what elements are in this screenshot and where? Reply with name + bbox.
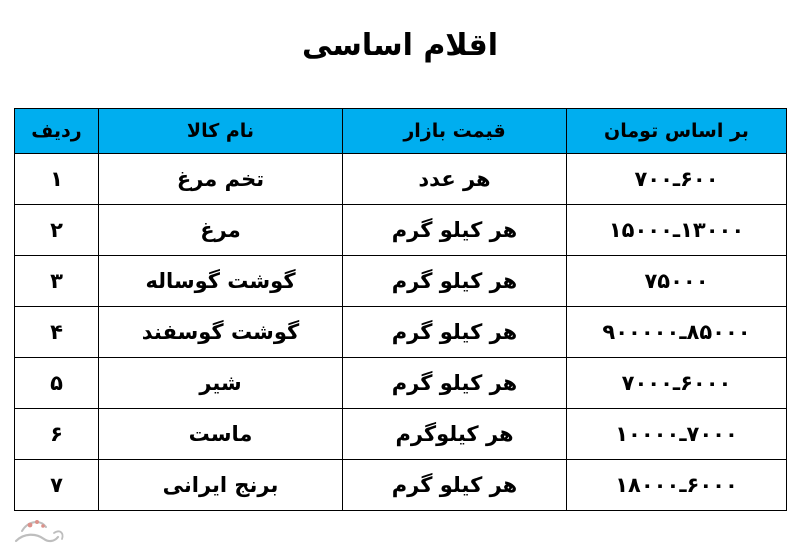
table-row <box>15 460 787 511</box>
table-row <box>15 154 787 205</box>
column-header-row-number: ردیف <box>15 109 99 154</box>
cell-row-number: ۵ <box>15 358 99 409</box>
cell-price: ۱۳۰۰۰ـ۱۵۰۰۰ <box>567 205 787 256</box>
table-header <box>15 109 787 154</box>
cell-item-name: گوشت گوسفند <box>99 307 343 358</box>
column-header-market-price: قیمت بازار <box>343 109 567 154</box>
cell-row-number: ۶ <box>15 409 99 460</box>
cell-item-name: شیر <box>99 358 343 409</box>
column-header-toman-basis: بر اساس تومان <box>567 109 787 154</box>
cell-unit: هر کیلو گرم <box>343 460 567 511</box>
table-row <box>15 409 787 460</box>
table-row <box>15 358 787 409</box>
cell-price: ۶۰۰۰ـ۷۰۰۰ <box>567 358 787 409</box>
column-header-item-name: نام کالا <box>99 109 343 154</box>
cell-row-number: ۷ <box>15 460 99 511</box>
table-row <box>15 256 787 307</box>
table-row <box>15 307 787 358</box>
cell-unit: هر کیلو گرم <box>343 205 567 256</box>
table-row <box>15 205 787 256</box>
cell-price: ۶۰۰۰ـ۱۸۰۰۰ <box>567 460 787 511</box>
cell-unit: هر کیلوگرم <box>343 409 567 460</box>
cell-price: ۷۰۰۰ـ۱۰۰۰۰ <box>567 409 787 460</box>
cell-unit: هر کیلو گرم <box>343 358 567 409</box>
cell-item-name: گوشت گوساله <box>99 256 343 307</box>
cell-unit: هر کیلو گرم <box>343 256 567 307</box>
cell-item-name: تخم مرغ <box>99 154 343 205</box>
cell-unit: هر عدد <box>343 154 567 205</box>
cell-price: ۸۵۰۰۰ـ۹۰۰۰۰۰ <box>567 307 787 358</box>
cell-price: ۷۵۰۰۰ <box>567 256 787 307</box>
cell-row-number: ۱ <box>15 154 99 205</box>
cell-item-name: برنج ایرانی <box>99 460 343 511</box>
cell-unit: هر کیلو گرم <box>343 307 567 358</box>
cell-row-number: ۲ <box>15 205 99 256</box>
cell-item-name: مرغ <box>99 205 343 256</box>
cell-item-name: ماست <box>99 409 343 460</box>
page-title: اقلام اساسی <box>301 28 499 63</box>
price-table <box>14 108 787 511</box>
price-table-container <box>14 108 786 511</box>
cell-row-number: ۳ <box>15 256 99 307</box>
cell-price: ۶۰۰ـ۷۰۰ <box>567 154 787 205</box>
table-body <box>15 154 787 511</box>
cell-row-number: ۴ <box>15 307 99 358</box>
table-header-row <box>15 109 787 154</box>
